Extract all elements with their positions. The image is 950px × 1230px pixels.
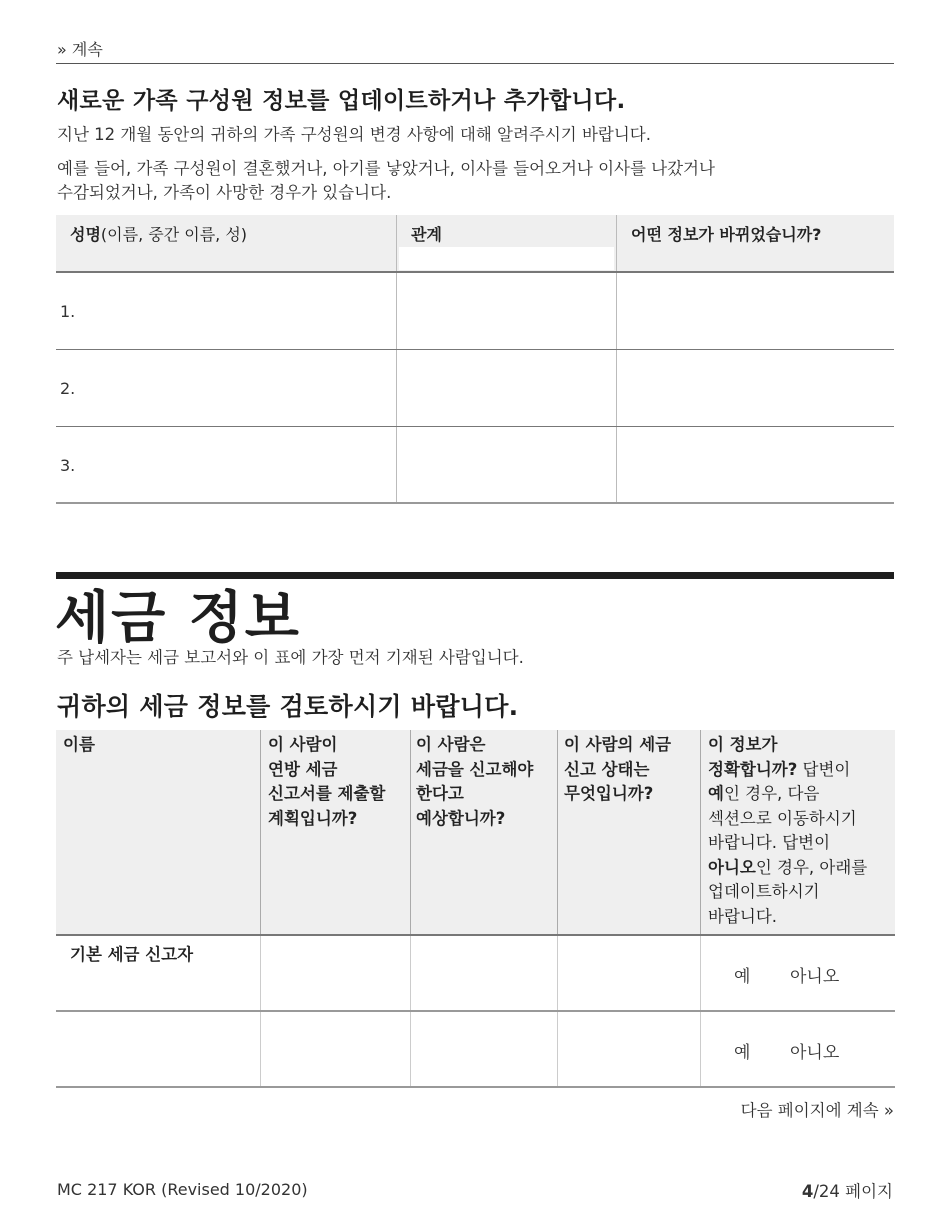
- header-line: 무엇입니까?: [564, 784, 654, 803]
- header-line: 계획입니까?: [268, 808, 358, 828]
- table-row-primary-filer: [56, 936, 895, 1012]
- name-field[interactable]: [56, 1012, 260, 1086]
- header-line: 바랍니다.: [708, 906, 778, 926]
- table-header-row: [56, 730, 895, 936]
- tax-section-title: 세금 정보: [55, 586, 301, 651]
- header-line: 이 사람은: [416, 735, 486, 754]
- header-line: 연방 세금: [268, 759, 338, 779]
- relationship-field[interactable]: [396, 427, 616, 502]
- header-name-bold: 성명: [70, 225, 101, 244]
- yes-option[interactable]: 예: [734, 967, 751, 987]
- header-info-correct: [700, 730, 895, 934]
- name-field[interactable]: [56, 427, 396, 502]
- expect-file-field[interactable]: [410, 936, 557, 1010]
- header-line: 한다고: [416, 784, 464, 803]
- tax-note: 주 납세자는 세금 보고서와 이 표에 가장 먼저 기재된 사람입니다.: [57, 648, 524, 667]
- page-total: /24 페이지: [813, 1182, 893, 1201]
- header-line-bold: 아니오: [708, 857, 756, 877]
- filing-status-field[interactable]: [557, 1012, 700, 1086]
- header-relationship-label: 관계: [411, 225, 442, 244]
- header-line: 세금을 신고해야: [416, 759, 534, 779]
- info-correct-field: [700, 1012, 895, 1086]
- what-changed-field[interactable]: [616, 427, 894, 502]
- header-line-bold: 예: [708, 784, 724, 803]
- name-field[interactable]: [56, 350, 396, 426]
- row-number: 2.: [60, 379, 76, 398]
- header-expect-file: [410, 730, 557, 934]
- header-line: 신고서를 제출할: [268, 784, 386, 803]
- header-what-changed-label: 어떤 정보가 바뀌었습니까?: [631, 225, 822, 244]
- household-changes-table: [56, 215, 894, 504]
- household-example-line1: 예를 들어, 가족 구성원이 결혼했거나, 아기를 낳았거나, 이사를 들어오거나 이사를 나갔거나: [57, 159, 715, 178]
- header-line: 신고 상태는: [564, 759, 650, 779]
- header-line: 업데이트하시기: [708, 882, 820, 901]
- filing-status-field[interactable]: [557, 936, 700, 1010]
- no-option[interactable]: 아니오: [790, 967, 840, 987]
- header-line-rest: 인 경우, 다음: [723, 784, 820, 803]
- header-plan-file: [260, 730, 410, 934]
- header-what-changed: [616, 215, 894, 271]
- page-current: 4: [801, 1182, 814, 1201]
- plan-file-field[interactable]: [260, 1012, 410, 1086]
- relationship-field[interactable]: [396, 350, 616, 426]
- tax-heading: 귀하의 세금 정보를 검토하시기 바랍니다.: [57, 692, 519, 721]
- name-field[interactable]: [56, 936, 260, 1010]
- header-line: 이 사람의 세금: [564, 735, 672, 754]
- continued-next-page: 다음 페이지에 계속 »: [740, 1101, 894, 1120]
- what-changed-field[interactable]: [616, 350, 894, 426]
- household-heading: 새로운 가족 구성원 정보를 업데이트하거나 추가합니다.: [57, 88, 626, 114]
- yes-option[interactable]: 예: [734, 1043, 751, 1063]
- header-line-rest: 답변이: [797, 759, 851, 779]
- relationship-field[interactable]: [396, 273, 616, 349]
- header-line: 바랍니다. 답변이: [708, 833, 831, 852]
- row-number: 1.: [60, 302, 76, 321]
- header-name: [56, 730, 260, 934]
- row-number: 3.: [60, 456, 76, 475]
- header-name-label: 이름: [63, 735, 95, 754]
- header-line: 이 정보가: [708, 735, 778, 754]
- plan-file-field[interactable]: [260, 936, 410, 1010]
- what-changed-field[interactable]: [616, 273, 894, 349]
- expect-file-field[interactable]: [410, 1012, 557, 1086]
- header-line: 섹션으로 이동하시기: [708, 808, 857, 828]
- page-number: [802, 1178, 893, 1202]
- table-row: [56, 350, 894, 427]
- no-option[interactable]: 아니오: [790, 1043, 840, 1063]
- continued-label: » 계속: [57, 40, 103, 59]
- top-divider: [56, 63, 894, 64]
- table-row: [56, 427, 894, 504]
- header-name: [56, 215, 396, 271]
- table-row: [56, 1012, 895, 1088]
- household-intro: 지난 12 개월 동안의 귀하의 가족 구성원의 변경 사항에 대해 알려주시기 바랍니다.: [57, 125, 651, 144]
- header-line-bold: 정확합니까?: [708, 759, 798, 779]
- header-name-rest: (이름, 중간 이름, 성): [100, 225, 248, 244]
- header-filing-status: [557, 730, 700, 934]
- header-line: 이 사람이: [268, 735, 338, 754]
- header-line: 예상합니까?: [416, 808, 506, 828]
- form-id: MC 217 KOR (Revised 10/2020): [57, 1180, 308, 1199]
- relationship-header-input[interactable]: [399, 247, 614, 270]
- tax-info-table: [56, 730, 895, 1088]
- table-row: [56, 273, 894, 350]
- primary-filer-label: 기본 세금 신고자: [70, 945, 194, 964]
- info-correct-field: [700, 936, 895, 1010]
- header-line-rest: 인 경우, 아래를: [755, 857, 868, 877]
- household-example-line2: 수감되었거나, 가족이 사망한 경우가 있습니다.: [57, 183, 392, 202]
- name-field[interactable]: [56, 273, 396, 349]
- header-relationship: [396, 215, 616, 271]
- table-header-row: [56, 215, 894, 273]
